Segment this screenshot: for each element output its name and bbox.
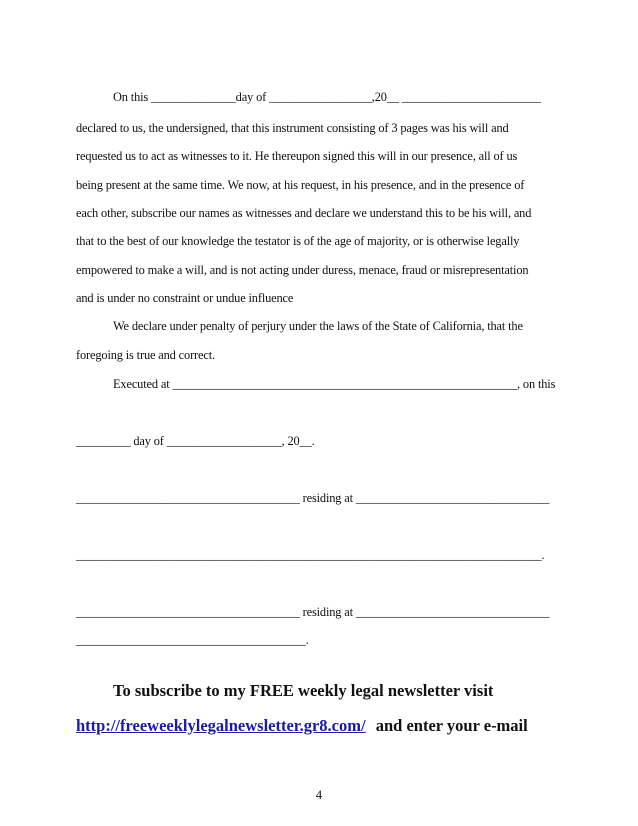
witness-2-line: _____________________________________ residing at ________________________________ <box>76 605 550 619</box>
newsletter-heading: To subscribe to my FREE weekly legal newsletter visit <box>113 681 494 700</box>
declaration-line-2: foregoing is true and correct. <box>76 348 215 362</box>
newsletter-line <box>76 716 528 736</box>
attestation-line-7: empowered to make a will, and is not acting under duress, menace, fraud or misrepresentation <box>76 263 529 277</box>
witness-1-address-line: _____________________________________________________________________________. <box>76 548 545 562</box>
attestation-line-1: On this ______________day of _________________,20__ _______________________ <box>113 90 541 104</box>
declaration-line-1: We declare under penalty of perjury under the laws of the State of California, that the <box>113 319 523 333</box>
attestation-line-4: being present at the same time. We now, at his request, in his presence, and in the presence of <box>76 178 525 192</box>
attestation-line-2: declared to us, the undersigned, that this instrument consisting of 3 pages was his will and <box>76 121 509 135</box>
attestation-line-8: and is under no constraint or undue influence <box>76 291 294 305</box>
newsletter-suffix: and enter your e-mail <box>375 716 528 735</box>
attestation-line-3: requested us to act as witnesses to it. He thereupon signed this will in our presence, all of us <box>76 149 518 163</box>
attestation-line-5: each other, subscribe our names as witnesses and declare we understand this to be his will, and <box>76 206 532 220</box>
witness-1-line: _____________________________________ residing at ________________________________ <box>76 491 550 505</box>
executed-date-line: _________ day of ___________________, 20__. <box>76 434 315 448</box>
attestation-line-6: that to the best of our knowledge the testator is of the age of majority, or is otherwise legally <box>76 234 520 248</box>
page-number: 4 <box>315 788 323 802</box>
executed-at-line: Executed at _________________________________________________________, on this <box>113 377 556 391</box>
witness-2-address-line: ______________________________________. <box>76 633 309 647</box>
newsletter-link[interactable]: http://freeweeklylegalnewsletter.gr8.com/ <box>76 716 366 735</box>
